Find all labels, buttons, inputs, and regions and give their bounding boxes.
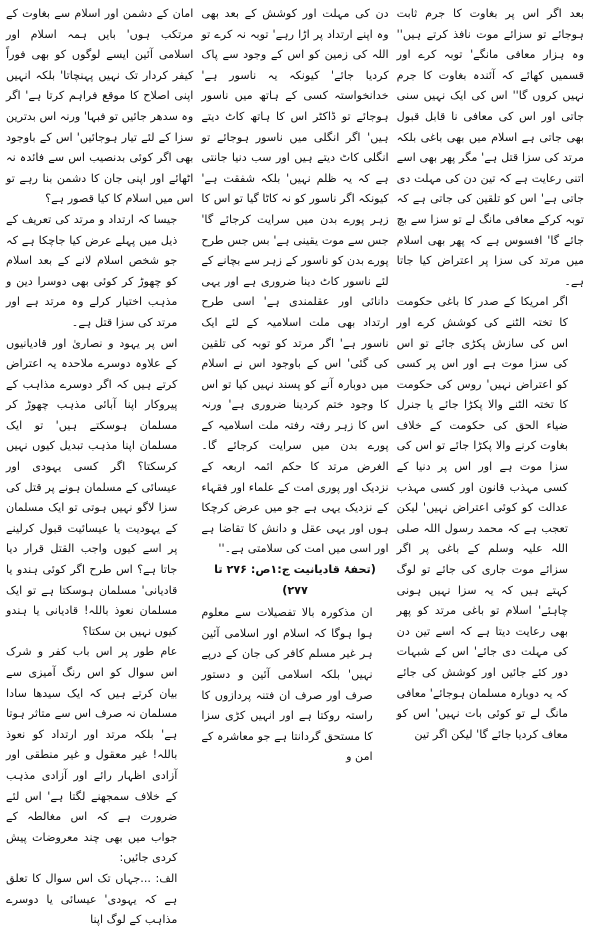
paragraph: اگر امریکا کے صدر کا باغی حکومت کا تختہ الٹنے کی کوشش کرے اور اس کی سازش پکڑی جائے تو اس کی سزا موت ہے اور اس پر کسی کو اعتراض نہیں' روس کی حکومت کا تختہ الٹنے والا پکڑا جائے یا جنرل ضیاء الحق کی حکومت کے خلاف بغاوت کرنے والا پکڑا جائے تو اس کی سزا موت ہے اور اس پر دنیا کے کسی مہذب قانون اور کسی مہذب عدالت کو کوئی اعتراض نہیں' لیکن تعجب ہے کہ محمد رسول اللہ صلی اللہ علیہ وسلم کے باغی پر اگر سزائے موت جاری کی جائے تو لوگ کہتے ہیں کہ یہ سزا نہیں ہونی چاہئے' اسلام تو باغی مرتد کو پھر بھی رعایت دیتا ہے کہ اسے تین دن کی مہلت دی جائے' اس کے شبہات دور کئے جائیں اور کوشش کی جائے کہ یہ دوبارہ مسلمان ہوجائے' معافی مانگ لے تو کوئی بات نہیں' اس کو معاف کردیا جائے گا' لیکن اگر تین: [396, 295, 568, 741]
paragraph: دن کی مہلت اور کوشش کے بعد بھی وہ اپنے ارتداد پر اڑا رہے' توبہ نہ کرے تو اللہ کی زمین کو اس کے وجود سے پاک کردیا جائے' کیونکہ یہ ناسور ہے' خدانخواستہ کسی کے ہاتھ میں ناسور ہوجائے تو ڈاکٹر اس کا ہاتھ کاٹ دیتے ہیں' اگر انگلی میں ناسور ہوجائے تو انگلی کاٹ دیتے ہیں اور سب دنیا جانتی ہے کہ یہ ظلم نہیں' بلکہ شفقت ہے' کیونکہ اگر ناسور کو نہ کاٹا گیا تو اس کا زہر پورے بدن میں سرایت کرجائے گا' جس سے موت یقینی ہے' بس جس طرح پورے بدن کو ناسور کے زہر سے بچانے کے لئے ناسور کاٹ دینا ضروری ہے اور یہی دانائی اور عقلمندی ہے' اسی طرح ارتداد بھی ملت اسلامیہ کے لئے ایک ناسور ہے' اگر مرتد کو توبہ کی تلقین کی گئی' اس کے باوجود اس نے اسلام میں دوبارہ آنے کو پسند نہیں کیا تو اس کا وجود ختم کردینا ضروری ہے' ورنہ اس کا زہر رفتہ رفتہ ملت اسلامیہ کے پورے بدن میں سرایت کرجائے گا۔ الغرض مرتد کا حکم ائمہ اربعہ کے نزدیک اور پوری امت کے علماء اور فقہاء کے نزدیک یہی ہے جو میں عرض کرچکا ہوں اور یہی عقل و دانش کا تقاضا ہے اور اسی میں امت کی سلامتی ہے۔'': [201, 7, 389, 556]
paragraph: عام طور پر اس باب کفر و شرک اس سوال کو اس رنگ آمیزی سے بیان کرتے ہیں کہ ایک سیدھا سادا مسلمان نہ صرف اس سے متاثر ہوتا ہے' بلکہ مرتد اور ارتداد کو نعوذ باللہ! غیر معقول و غیر منطقی اور آزادی اظہار رائے اور آزادی مذہب کے خلاف سمجھنے لگتا ہے' اس لئے ضرورت ہے کہ اس مغالطہ کے جواب میں بھی چند معروضات پیش کردی جائیں:: [6, 645, 178, 865]
paragraph: امان کے دشمن اور اسلام سے بغاوت کے مرتکب ہوں' بایں ہمہ اسلام اور اسلامی آئین ایسے لوگوں کو بھی فوراً کیفر کردار تک نہیں پہنچاتا' بلکہ انہیں اپنی اصلاح کا موقع فراہم کرتا ہے' اگر وہ سدھر جائیں تو فبہا' ورنہ اس بدترین سزا کے لئے تیار ہوجائیں' اس کے باوجود بھی اگر کوئی بدنصیب اس سے فائدہ نہ اٹھائے اور اپنی جان کا دشمن بنا رہے تو اس میں اسلام کا کیا قصور ہے؟: [6, 7, 194, 206]
paragraph: ان مذکورہ بالا تفصیلات سے معلوم ہوا ہوگا کہ اسلام اور اسلامی آئین ہر غیر مسلم کافر کی جان کے درپے نہیں' بلکہ اسلامی آئین و دستور صرف اور صرف ان فتنہ پردازوں کا راستہ روکتا ہے اور انہیں کڑی سزا کا مستحق گردانتا ہے جو معاشرہ کے امن و: [201, 606, 373, 764]
text-column-middle: [201, 4, 388, 782]
paragraph: جیسا کہ ارتداد و مرتد کی تعریف کے ذیل میں پہلے عرض کیا جاچکا ہے کہ جو شخص اسلام لانے کے بعد اسلام کو چھوڑ کر کوئی بھی دوسرا دین و مذہب اختیار کرلے وہ مرتد ہے اور مرتد کی سزا قتل ہے۔: [6, 212, 178, 329]
paragraph: الف: ...جہاں تک اس سوال کا تعلق ہے کہ یہودی' عیسائی یا دوسرے مذاہب کے لوگ اپنا: [6, 871, 178, 927]
text-column-left: [6, 4, 194, 927]
paragraph: بعد اگر اس پر بغاوت کا جرم ثابت ہوجائے تو سزائے موت نافذ کرتے ہیں'' وہ ہزار معافی مانگے' توبہ کرے اور قسمیں کھائے کہ آئندہ بغاوت کا جرم نہیں کروں گا'' اس کی ایک نہیں سنی جاتی اور اس کی معافی نا قابل قبول بھی جاتی ہے اسلام میں بھی باغی بلکہ مرتد کی سزا قتل ہے' مگر پھر بھی اسے اتنی رعایت ہے کہ تین دن کی مہلت دی جاتی ہے' اس کو تلقین کی جاتی ہے کہ توبہ کرکے معافی مانگ لے تو سزا سے بچ جائے گا' افسوس ہے کہ پھر بھی اسلام میں مرتد کی سزا پر اعتراض کیا جاتا ہے۔: [396, 7, 584, 288]
citation-reference: (تحفۂ قادیانیت ج:۱ص: ۲۷۶ تا ۲۷۷): [214, 563, 376, 597]
paragraph: اس پر یہود و نصاریٰ اور قادیانیوں کے علاوہ دوسرے ملاحدہ یہ اعتراض کرتے ہیں کہ اگر دوسرے مذاہب کے پیروکار اپنا آبائی مذہب چھوڑ کر مسلمان ہوسکتے ہیں' تو ایک مسلمان اپنا مذہب تبدیل کیوں نہیں کرسکتا؟ اگر کسی یہودی اور عیسائی کے مسلمان ہونے پر قتل کی سزا لاگو نہیں ہوتی تو ایک مسلمان کے یہودیت یا عیسائیت قبول کرلینے پر اسے کیوں واجب القتل قرار دیا جاتا ہے؟ اس طرح اگر کوئی ہندو یا قادیانی' مسلمان ہوسکتا ہے تو ایک مسلمان نعوذ باللہ! قادیانی یا ہندو کیوں نہیں بن سکتا؟: [6, 336, 178, 638]
text-column-right: [397, 4, 584, 782]
